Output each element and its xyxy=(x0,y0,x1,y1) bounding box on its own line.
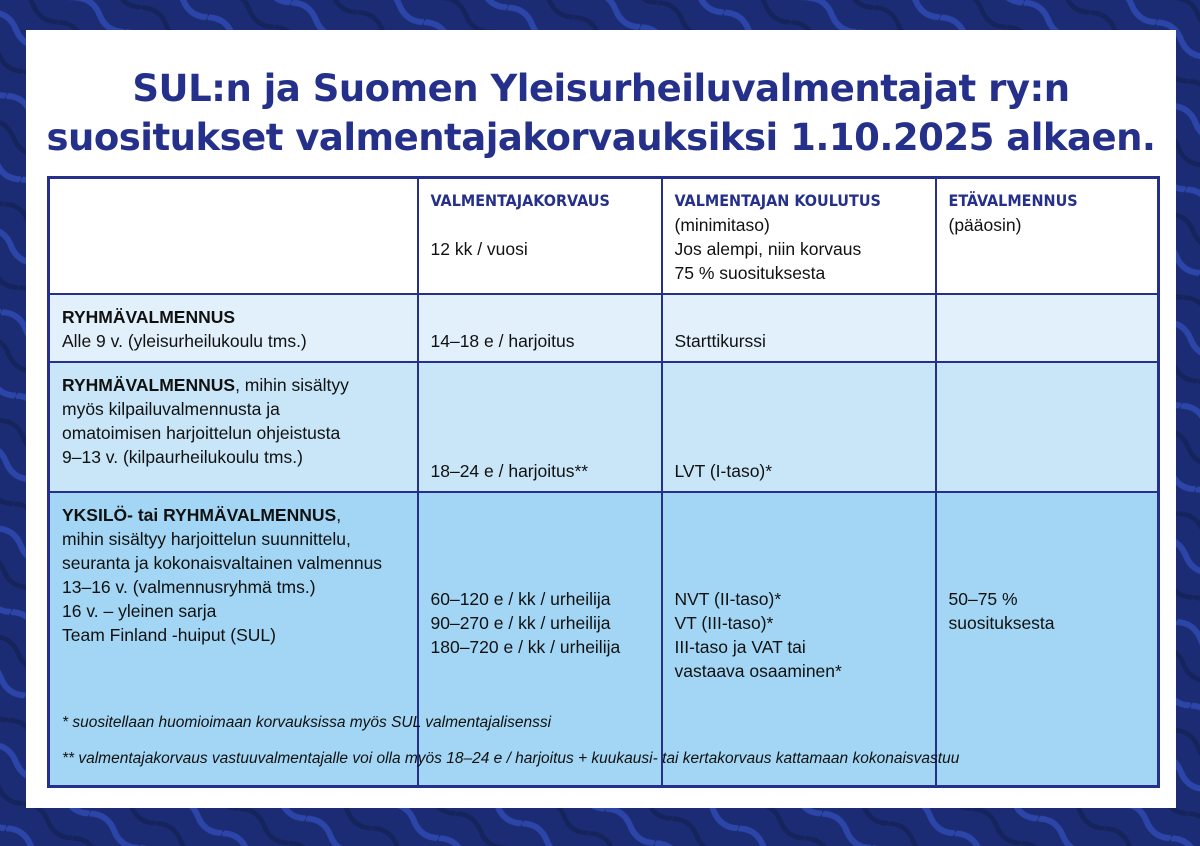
column-heading: VALMENTAJAN KOULUTUS xyxy=(674,191,881,210)
remote-cell xyxy=(936,362,1159,492)
header-empty-cell xyxy=(49,178,418,295)
remote-value: 50–75 % xyxy=(948,589,1018,609)
remote-cell xyxy=(936,492,1159,787)
row-label-line: omatoimisen harjoittelun ohjeistusta xyxy=(62,423,341,443)
table-row xyxy=(49,492,1159,787)
content-card xyxy=(26,30,1176,808)
fee-value: 14–18 e / harjoitus xyxy=(430,331,575,351)
fee-value: 180–720 e / kk / urheilija xyxy=(430,637,621,657)
education-cell xyxy=(662,362,936,492)
table-row xyxy=(49,362,1159,492)
column-heading: VALMENTAJAKORVAUS xyxy=(430,191,610,210)
column-subtext: (pääosin) xyxy=(948,215,1022,235)
column-subtext: 75 % suosituksesta xyxy=(674,263,826,283)
remote-value: suosituksesta xyxy=(948,613,1055,633)
fee-value: 18–24 e / harjoitus** xyxy=(430,461,589,481)
table-header-row xyxy=(49,178,1159,295)
row-label-line: Team Finland -huiput (SUL) xyxy=(62,625,276,645)
column-subtext: 12 kk / vuosi xyxy=(430,239,528,259)
row-label-line: 9–13 v. (kilpaurheilukoulu tms.) xyxy=(62,447,303,467)
column-heading: ETÄVALMENNUS xyxy=(948,191,1078,210)
footnote-1: * suositellaan huomioimaan korvauksissa myös SUL valmentajalisenssi xyxy=(62,714,552,731)
education-cell xyxy=(662,492,936,787)
education-value: III-taso ja VAT tai xyxy=(674,637,806,657)
page-title xyxy=(26,64,1176,162)
education-cell xyxy=(662,294,936,362)
row-label-rest: , mihin sisältyy xyxy=(235,375,349,395)
row-label-line: 13–16 v. (valmennusryhmä tms.) xyxy=(62,577,316,597)
row-label-cell xyxy=(49,492,418,787)
row-label-cell xyxy=(49,362,418,492)
header-cell-fee xyxy=(418,178,662,295)
row-label-line: 16 v. – yleinen sarja xyxy=(62,601,217,621)
column-subtext: (minimitaso) xyxy=(674,215,770,235)
row-label-line: seuranta ja kokonaisvaltainen valmennus xyxy=(62,553,383,573)
education-value: VT (III-taso)* xyxy=(674,613,774,633)
fee-value: 60–120 e / kk / urheilija xyxy=(430,589,611,609)
compensation-table xyxy=(47,176,1160,788)
row-label-bold: RYHMÄVALMENNUS xyxy=(62,375,236,395)
footnote-2: ** valmentajakorvaus vastuuvalmentajalle voi olla myös 18–24 e / harjoitus + kuukausi- tai kertakorvaus kattamaan kokonaisvastuu xyxy=(62,750,960,767)
row-label-line: mihin sisältyy harjoittelun suunnittelu, xyxy=(62,529,351,549)
education-value: vastaava osaaminen* xyxy=(674,661,842,681)
title-line-1: SUL:n ja Suomen Yleisurheiluvalmentajat ry:n xyxy=(132,67,1070,110)
row-label-line: myös kilpailuvalmennusta ja xyxy=(62,399,280,419)
row-label-bold: YKSILÖ- tai RYHMÄVALMENNUS xyxy=(62,505,337,525)
row-label-rest: , xyxy=(336,505,342,525)
header-cell-remote xyxy=(936,178,1159,295)
education-value: LVT (I-taso)* xyxy=(674,461,773,481)
table-row xyxy=(49,294,1159,362)
fee-cell xyxy=(418,362,662,492)
row-label-line: Alle 9 v. (yleisurheilukoulu tms.) xyxy=(62,331,307,351)
title-line-2: suositukset valmentajakorvauksiksi 1.10.2025 alkaen. xyxy=(46,116,1156,159)
fee-cell xyxy=(418,492,662,787)
education-value: Starttikurssi xyxy=(674,331,766,351)
fee-cell xyxy=(418,294,662,362)
header-cell-education xyxy=(662,178,936,295)
education-value: NVT (II-taso)* xyxy=(674,589,782,609)
row-label-cell xyxy=(49,294,418,362)
fee-value: 90–270 e / kk / urheilija xyxy=(430,613,611,633)
remote-cell xyxy=(936,294,1159,362)
column-subtext: Jos alempi, niin korvaus xyxy=(674,239,862,259)
row-label-bold: RYHMÄVALMENNUS xyxy=(62,307,236,327)
